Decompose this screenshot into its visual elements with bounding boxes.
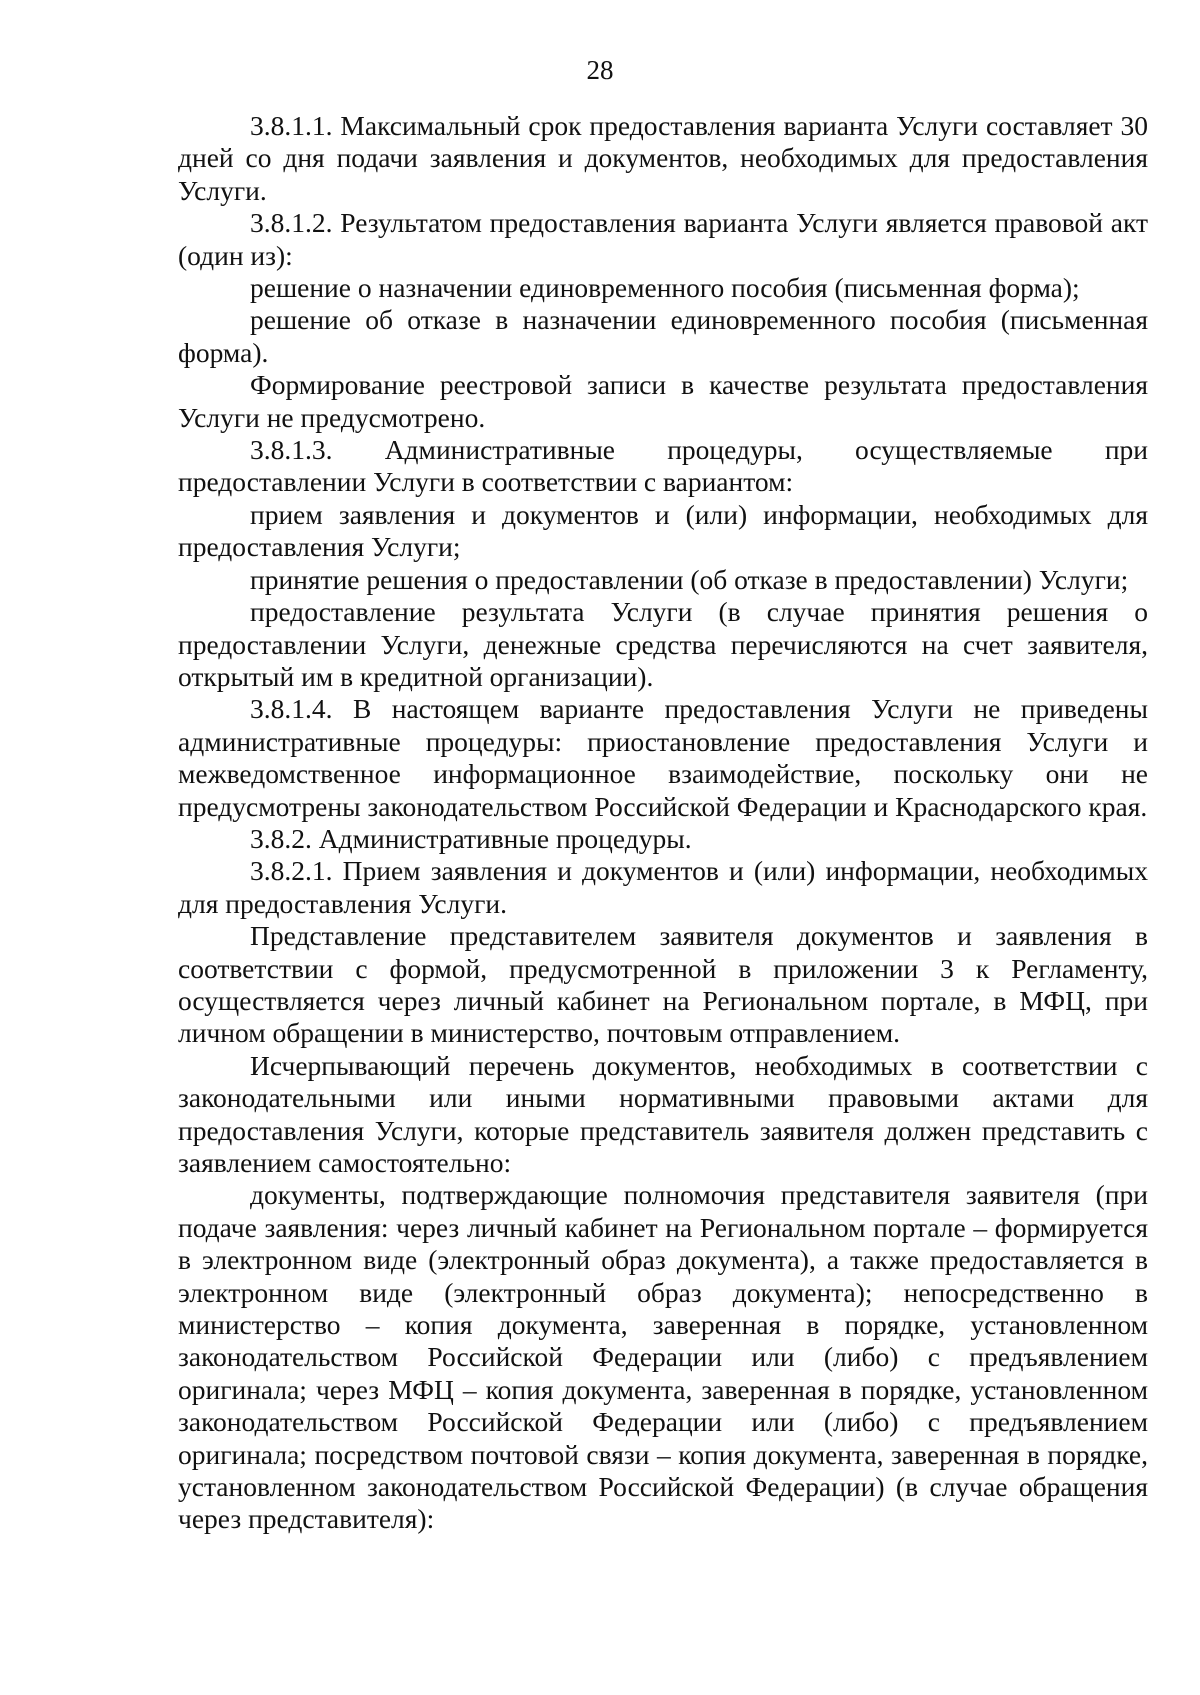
paragraph: принятие решения о предоставлении (об отказе в предоставлении) Услуги;	[250, 563, 1129, 595]
paragraph: 3.8.1.4. В настоящем варианте предоставления Услуги не приведены административные процедуры: приостановление предоставления Услуги и межведомственное информационное взаимодействие, поскольку они не предусмотрены законодательством Российской Федерации и Краснодарского края.	[178, 693, 1148, 822]
paragraph: 3.8.1.3. Административные процедуры, осуществляемые при предоставлении Услуги в соответствии с вариантом:	[178, 434, 1148, 498]
paragraph: решение об отказе в назначении единовременного пособия (письменная форма).	[178, 304, 1148, 368]
paragraph: документы, подтверждающие полномочия представителя заявителя (при подаче заявления: через личный кабинет на Региональном портале – формируется в электронном виде (электронный образ документа), а также предоставляется в электронном виде (электронный образ документа); непосредственно в министерство – копия документа, заверенная в порядке, установленном законодательством Российской Федерации или (либо) с предъявлением оригинала; через МФЦ – копия документа, заверенная в порядке, установленном законодательством Российской Федерации или (либо) с предъявлением оригинала; посредством почтовой связи – копия документа, заверенная в порядке, установленном законодательством Российской Федерации) (в случае обращения через представителя):	[178, 1179, 1148, 1535]
paragraph: 3.8.2. Административные процедуры.	[250, 822, 692, 854]
paragraph: Представление представителем заявителя документов и заявления в соответствии с формой, предусмотренной в приложении 3 к Регламенту, осуществляется через личный кабинет на Региональном портале, в МФЦ, при личном обращении в министерство, почтовым отправлением.	[178, 920, 1148, 1049]
paragraph: Исчерпывающий перечень документов, необходимых в соответствии с законодательными или иными нормативными правовыми актами для предоставления Услуги, которые представитель заявителя должен представить с заявлением самостоятельно:	[178, 1049, 1148, 1178]
paragraph: Формирование реестровой записи в качестве результата предоставления Услуги не предусмотрено.	[178, 369, 1148, 433]
paragraph: решение о назначении единовременного пособия (письменная форма);	[250, 272, 1080, 304]
paragraph: 3.8.2.1. Прием заявления и документов и (или) информации, необходимых для предоставления Услуги.	[178, 855, 1148, 919]
document-body	[178, 110, 1148, 1536]
paragraph: 3.8.1.1. Максимальный срок предоставления варианта Услуги составляет 30 дней со дня подачи заявления и документов, необходимых для предоставления Услуги.	[178, 110, 1148, 206]
page-number: 28	[586, 55, 614, 85]
paragraph: предоставление результата Услуги (в случае принятия решения о предоставлении Услуги, денежные средства перечисляются на счет заявителя, открытый им в кредитной организации).	[178, 596, 1148, 692]
paragraph: 3.8.1.2. Результатом предоставления варианта Услуги является правовой акт (один из):	[178, 207, 1148, 271]
paragraph: прием заявления и документов и (или) информации, необходимых для предоставления Услуги;	[178, 498, 1148, 563]
